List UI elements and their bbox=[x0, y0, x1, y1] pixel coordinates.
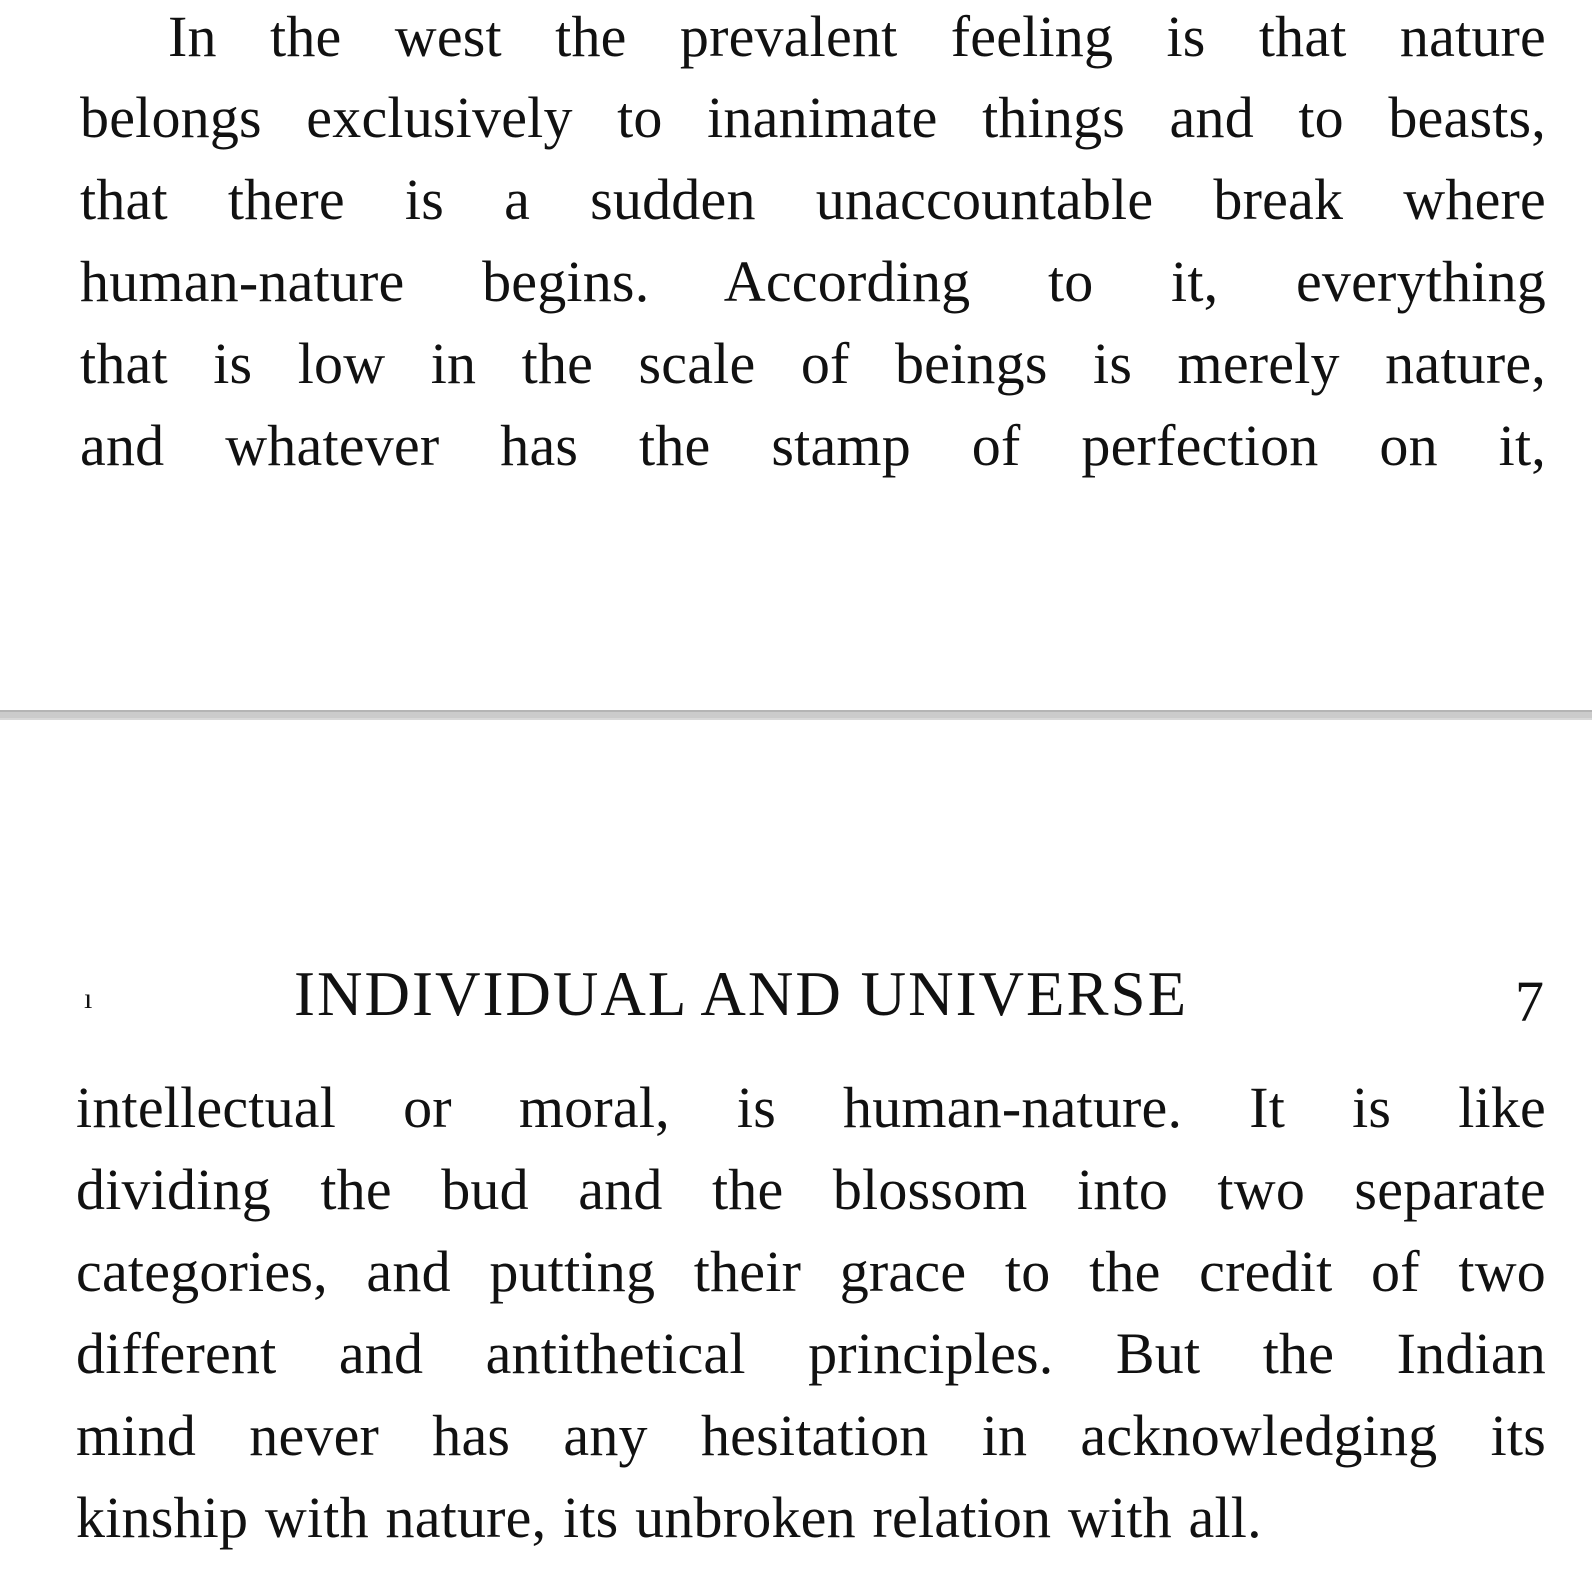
top-text-line: belongs exclusively to inanimate things and to beasts, bbox=[80, 85, 1546, 150]
top-text-line: and whatever has the stamp of perfection on it, bbox=[80, 413, 1546, 478]
page-number: 7 bbox=[1515, 969, 1544, 1034]
top-text-line: human-nature begins. According to it, everything bbox=[80, 249, 1546, 314]
bottom-text-line: categories, and putting their grace to the credit of two bbox=[76, 1239, 1546, 1304]
bottom-text-line: kinship with nature, its unbroken relation with all. bbox=[76, 1485, 1262, 1550]
top-page bbox=[0, 0, 1592, 704]
bottom-page bbox=[0, 726, 1592, 1586]
top-text-line: that is low in the scale of beings is merely nature, bbox=[80, 331, 1546, 396]
bottom-text-line: mind never has any hesitation in acknowledging its bbox=[76, 1403, 1546, 1468]
top-text-line: In the west the prevalent feeling is that nature bbox=[168, 4, 1546, 69]
page-divider bbox=[0, 704, 1592, 726]
running-title: INDIVIDUAL AND UNIVERSE bbox=[294, 959, 1189, 1029]
top-text-line: that there is a sudden unaccountable break where bbox=[80, 167, 1546, 232]
bottom-text-line: dividing the bud and the blossom into two separate bbox=[76, 1157, 1546, 1222]
folio-mark: ı bbox=[84, 982, 93, 1015]
divider-band bbox=[0, 710, 1592, 720]
bottom-text-line: different and antithetical principles. But the Indian bbox=[76, 1321, 1546, 1386]
bottom-text-line: intellectual or moral, is human-nature. It is like bbox=[76, 1075, 1546, 1140]
running-head bbox=[70, 959, 1546, 1034]
